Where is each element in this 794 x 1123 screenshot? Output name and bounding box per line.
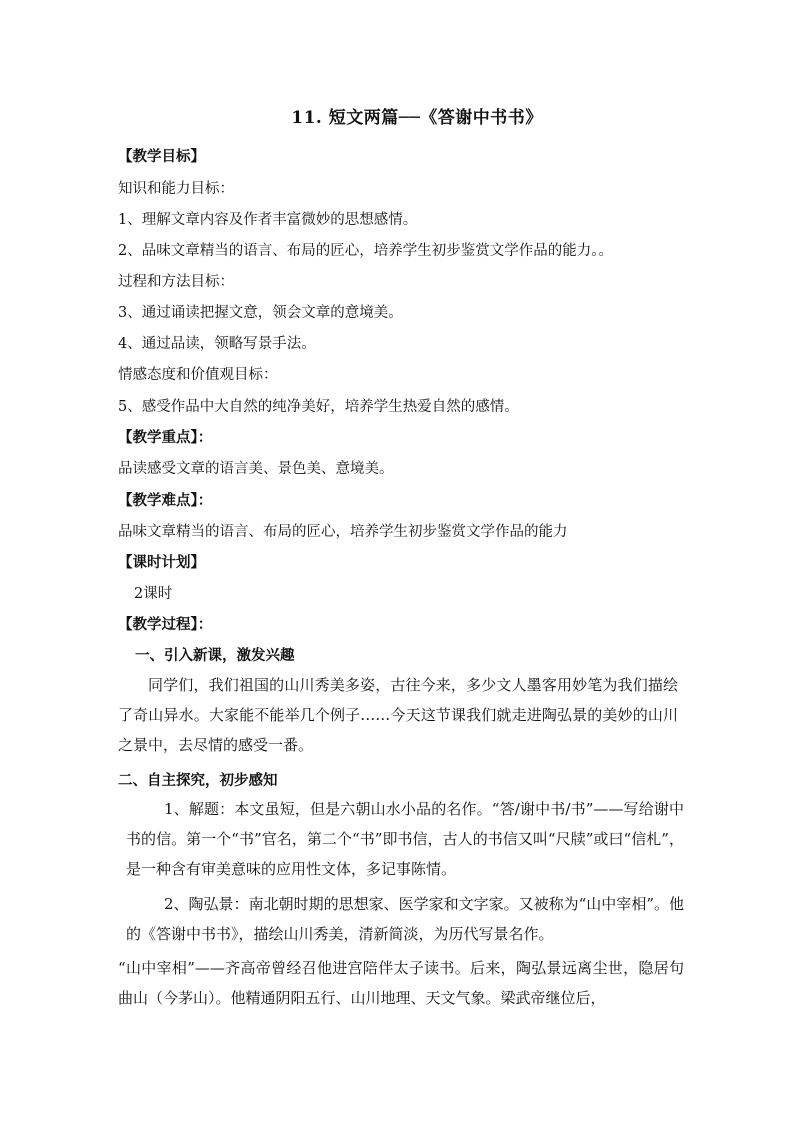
document-title: 11. 短文两篇──《答谢中书书》 (291, 108, 543, 128)
section-2-item-2-continued: “山中宰相”——齐高帝曾经召他进宫陪伴太子读书。后来，陶弘景远离尘世，隐居句曲山（今茅山）。他精通阴阳五行、山川地理、天文气象。梁武帝继位后， (118, 959, 684, 1007)
process-label: 过程和方法目标： (118, 274, 234, 290)
section-2-item-1: 1、解题：本文虽短，但是六朝山水小品的名作。“答/谢中书/书”——写给谢中书的信。第一个“书”官名，第二个“书”即书信，古人的书信又叫“尺牍”或曰“信札”，是一种含有审美意味的应用性文体，多记事陈情。 (126, 800, 684, 878)
plan-content: 2课时 (134, 586, 173, 602)
difficulties-content: 品味文章精当的语言、布局的匠心，培养学生初步鉴赏文学作品的能力 (118, 524, 568, 540)
plan-heading: 【课时计划】 (118, 554, 205, 571)
emotion-label: 情感态度和价值观目标： (118, 367, 278, 383)
key-points-heading: 【教学重点】： (118, 429, 213, 446)
process-heading: 【教学过程】： (118, 616, 213, 633)
section-2-item-2: 2、陶弘景：南北朝时期的思想家、医学家和文字家。又被称为“山中宰相”。他的《答谢中书书》，描绘山川秀美，清新简淡，为历代写景名作。 (126, 895, 684, 943)
knowledge-label: 知识和能力目标： (118, 181, 234, 197)
key-points-content: 品读感受文章的语言美、景色美、意境美。 (118, 461, 394, 477)
objective-item-3: 3、通过诵读把握文意，领会文章的意境美。 (118, 305, 403, 321)
objective-item-4: 4、通过品读，领略写景手法。 (118, 336, 316, 352)
objective-item-1: 1、理解文章内容及作者丰富微妙的思想感情。 (118, 212, 418, 228)
objective-item-5: 5、感受作品中大自然的纯净美好，培养学生热爱自然的感情。 (118, 399, 519, 415)
section-1-paragraph: 同学们，我们祖国的山川秀美多姿，古往今来，多少文人墨客用妙笔为我们描绘了奇山异水。大家能不能举几个例子……今天这节课我们就走进陶弘景的美妙的山川之景中，去尽情的感受一番。 (118, 676, 678, 754)
section-2-title: 二、自主探究，初步感知 (118, 772, 278, 789)
difficulties-heading: 【教学难点】： (118, 492, 213, 509)
objective-item-2: 2、品味文章精当的语言、布局的匠心，培养学生初步鉴赏文学作品的能力。。 (118, 243, 613, 259)
objectives-heading: 【教学目标】 (118, 148, 205, 165)
section-1-title: 一、引入新课，激发兴趣 (135, 647, 295, 664)
